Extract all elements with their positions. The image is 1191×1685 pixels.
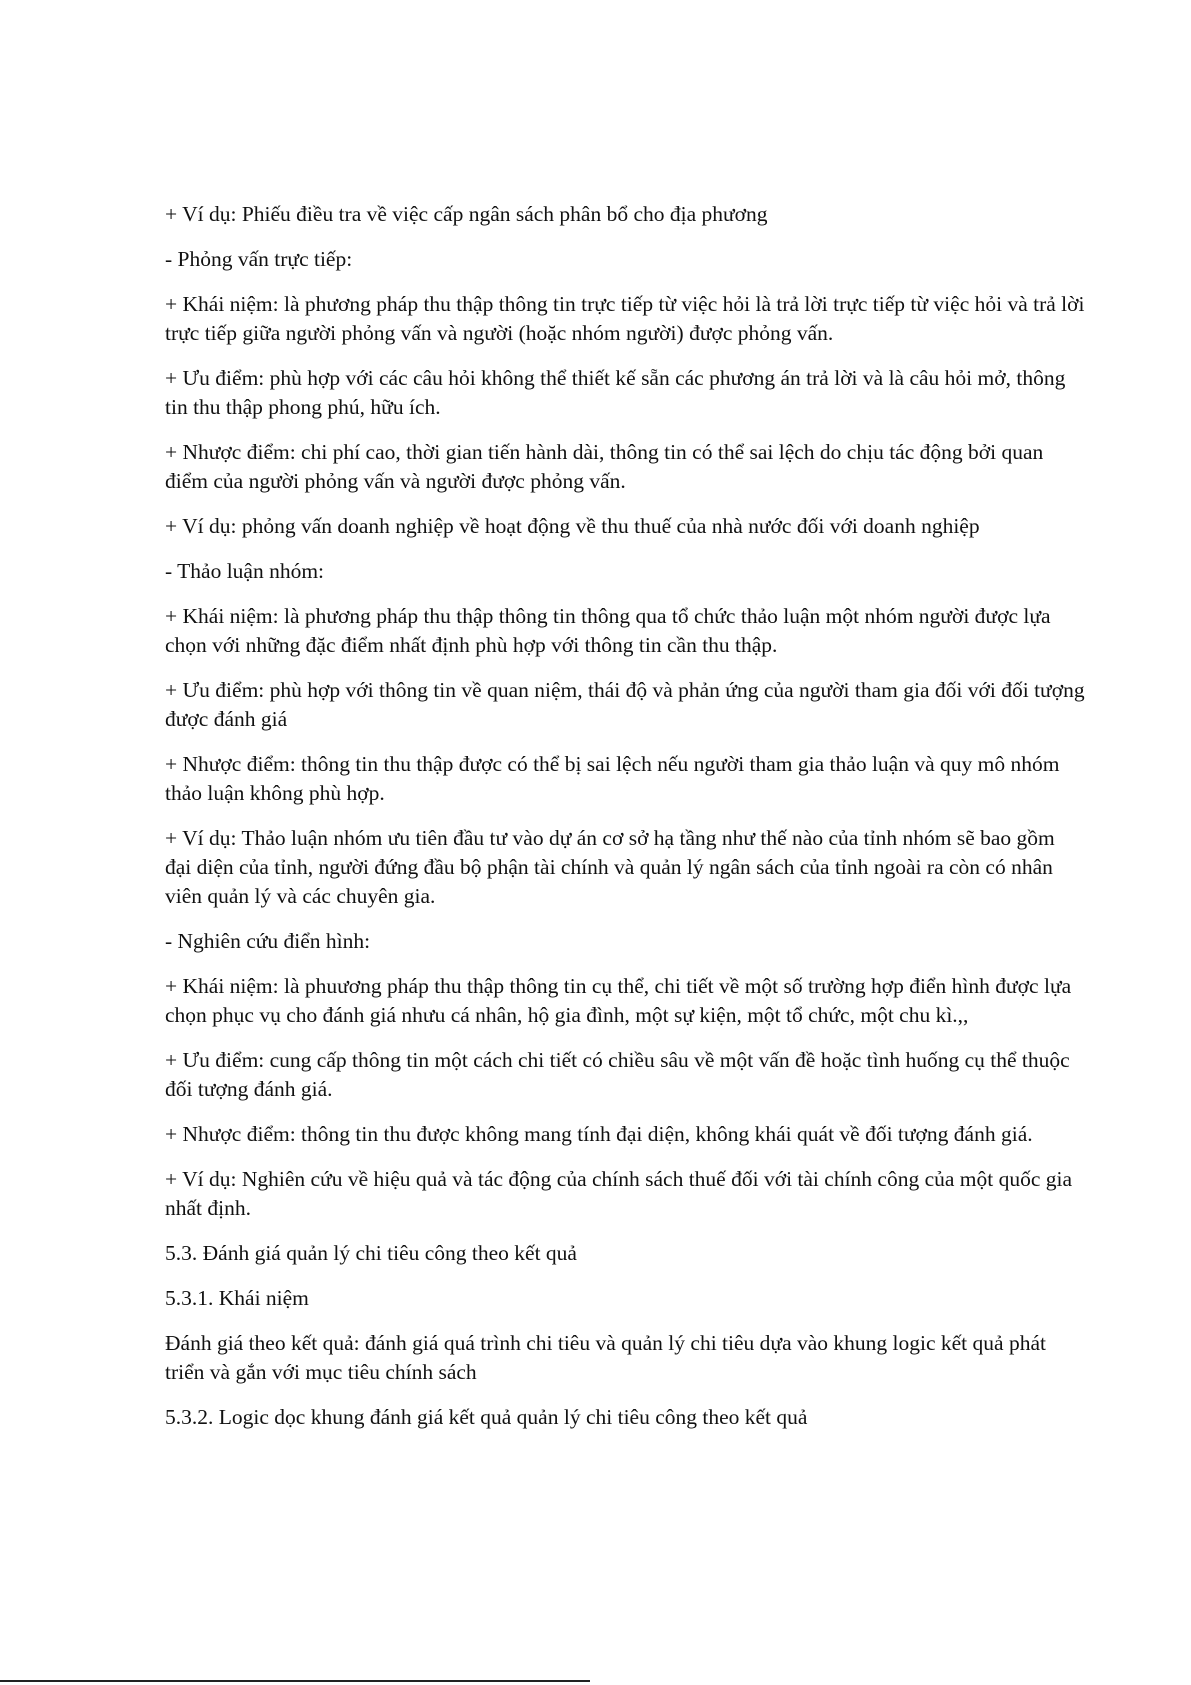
- results-evaluation-definition: Đánh giá theo kết quả: đánh giá quá trình chi tiêu và quản lý chi tiêu dựa vào khung logic kết quả phát triển và gắn với mục tiêu chính sách: [165, 1331, 1046, 1384]
- example-survey-paragraph: + Ví dụ: Phiếu điều tra về việc cấp ngân sách phân bổ cho địa phương: [165, 202, 768, 226]
- group-discussion-disadvantages: + Nhược điểm: thông tin thu thập được có thể bị sai lệch nếu người tham gia thảo luận và quy mô nhóm thảo luận không phù hợp.: [165, 752, 1060, 805]
- section-5-3-2-heading: 5.3.2. Logic dọc khung đánh giá kết quả quản lý chi tiêu công theo kết quả: [165, 1405, 808, 1429]
- direct-interview-advantages: + Ưu điểm: phù hợp với các câu hỏi không thể thiết kế sẵn các phương án trả lời và là câu hỏi mở, thông tin thu thập phong phú, hữu ích.: [165, 366, 1066, 419]
- section-5-3-1-heading: 5.3.1. Khái niệm: [165, 1286, 309, 1310]
- case-study-concept: + Khái niệm: là phuương pháp thu thập thông tin cụ thể, chi tiết về một số trường hợp điển hình được lựa chọn phục vụ cho đánh giá nhưu cá nhân, hộ gia đình, một sự kiện, một tổ chức, một chu kì.,,: [165, 974, 1072, 1027]
- case-study-example: + Ví dụ: Nghiên cứu về hiệu quả và tác động của chính sách thuế đối với tài chính công của một quốc gia nhất định.: [165, 1167, 1073, 1220]
- section-5-3-heading: 5.3. Đánh giá quản lý chi tiêu công theo kết quả: [165, 1241, 577, 1265]
- direct-interview-disadvantages: + Nhược điểm: chi phí cao, thời gian tiến hành dài, thông tin có thể sai lệch do chịu tác động bởi quan điểm của người phỏng vấn và người được phỏng vấn.: [165, 440, 1044, 493]
- group-discussion-advantages: + Ưu điểm: phù hợp với thông tin về quan niệm, thái độ và phản ứng của người tham gia đối với đối tượng được đánh giá: [165, 678, 1085, 731]
- case-study-heading: - Nghiên cứu điển hình:: [165, 929, 371, 953]
- direct-interview-concept: + Khái niệm: là phương pháp thu thập thông tin trực tiếp từ việc hỏi là trả lời trực tiếp từ việc hỏi và trả lời trực tiếp giữa người phỏng vấn và người (hoặc nhóm người) được phỏng vấn.: [165, 292, 1085, 345]
- document-body: [165, 200, 1085, 1448]
- group-discussion-example: + Ví dụ: Thảo luận nhóm ưu tiên đầu tư vào dự án cơ sở hạ tầng như thế nào của tỉnh nhóm sẽ bao gồm đại diện của tỉnh, người đứng đầu bộ phận tài chính và quản lý ngân sách của tỉnh ngoài ra còn có nhân viên quản lý và các chuyên gia.: [165, 826, 1055, 908]
- footer-divider: [0, 1680, 590, 1682]
- direct-interview-heading: - Phỏng vấn trực tiếp:: [165, 247, 353, 271]
- direct-interview-example: + Ví dụ: phỏng vấn doanh nghiệp về hoạt động về thu thuế của nhà nước đối với doanh nghiệp: [165, 514, 980, 538]
- case-study-advantages: + Ưu điểm: cung cấp thông tin một cách chi tiết có chiều sâu về một vấn đề hoặc tình huống cụ thể thuộc đối tượng đánh giá.: [165, 1048, 1070, 1101]
- group-discussion-concept: + Khái niệm: là phương pháp thu thập thông tin thông qua tổ chức thảo luận một nhóm người được lựa chọn với những đặc điểm nhất định phù hợp với thông tin cần thu thập.: [165, 604, 1051, 657]
- case-study-disadvantages: + Nhược điểm: thông tin thu được không mang tính đại diện, không khái quát về đối tượng đánh giá.: [165, 1122, 1033, 1146]
- group-discussion-heading: - Thảo luận nhóm:: [165, 559, 325, 583]
